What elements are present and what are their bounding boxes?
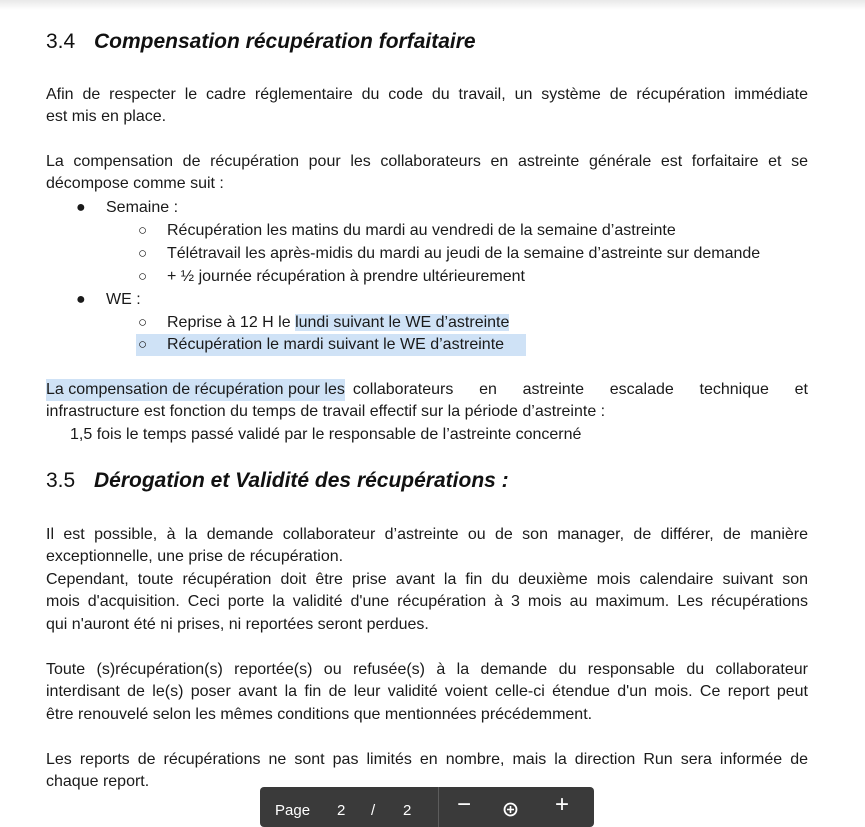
page-separator: / xyxy=(371,802,376,819)
minus-icon[interactable]: − xyxy=(457,791,472,818)
sub-bullet-item xyxy=(167,312,509,334)
bullet-circle-icon: ○ xyxy=(138,222,148,239)
sub-bullet-item: Récupération les matins du mardi au vendredi de la semaine d’astreinte xyxy=(167,222,676,239)
paragraph-line: infrastructure est fonction du temps de travail effectif sur la période d’astreinte : xyxy=(46,403,606,420)
paragraph-line: Toute (s)récupération(s) reportée(s) ou refusée(s) à la demande du responsable du collaborateur xyxy=(46,661,808,678)
sub-bullet-text: Reprise à 12 H le xyxy=(167,314,296,331)
selected-text[interactable]: lundi suivant le WE d’astreinte xyxy=(295,314,510,331)
paragraph-line: mois d'acquisition. Ceci porte la validité d'une récupération à 3 mois au maximum. Les récupérations xyxy=(46,593,808,610)
paragraph-line: interdisant de le(s) poser avant la fin de leur validité voient celle-ci étendue d'un mois. Ce report peut xyxy=(46,683,808,700)
bullet-circle-icon: ○ xyxy=(138,314,148,331)
paragraph-line xyxy=(46,379,808,401)
bullet-disc-icon: ● xyxy=(76,291,86,308)
selected-text[interactable]: Récupération le mardi suivant le WE d’astreinte xyxy=(167,336,505,353)
bullet-label-we: WE : xyxy=(106,291,141,308)
page-label: Page xyxy=(275,802,311,819)
section-number: 3.5 xyxy=(46,469,76,492)
paragraph-line: Afin de respecter le cadre réglementaire du code du travail, un système de récupération immédiate xyxy=(46,86,808,103)
section-title: Compensation récupération forfaitaire xyxy=(94,30,476,53)
paragraph-line: est mis en place. xyxy=(46,108,167,125)
bullet-label-semaine: Semaine : xyxy=(106,199,179,216)
paragraph-line: être renouvelé selon les mêmes conditions que mentionnées précédemment. xyxy=(46,706,593,723)
sub-bullet-item: Télétravail les après-midis du mardi au jeudi de la semaine d’astreinte sur demande xyxy=(167,245,761,262)
sub-bullet-item: + ½ journée récupération à prendre ultérieurement xyxy=(167,268,525,285)
paragraph-text: collaborateurs en astreinte escalade technique et xyxy=(352,381,808,398)
total-pages: 2 xyxy=(403,802,412,819)
paragraph-line: Il est possible, à la demande collaborateur d’astreinte ou de son manager, de différer, de manière xyxy=(46,526,808,543)
paragraph-line: chaque report. xyxy=(46,773,150,790)
section-heading-3-5 xyxy=(46,467,509,495)
plus-icon[interactable]: + xyxy=(555,791,570,818)
section-number: 3.4 xyxy=(46,30,76,53)
paragraph-line: décompose comme suit : xyxy=(46,175,224,192)
bullet-circle-icon: ○ xyxy=(138,336,148,353)
viewer-top-shadow xyxy=(0,0,865,10)
pdf-page-toolbar xyxy=(260,787,594,827)
bullet-disc-icon: ● xyxy=(76,199,86,216)
paragraph-line: 1,5 fois le temps passé validé par le responsable de l’astreinte concerné xyxy=(70,426,582,443)
bullet-circle-icon: ○ xyxy=(138,245,148,262)
toolbar-divider xyxy=(438,787,439,827)
selected-text[interactable]: La compensation de récupération pour les xyxy=(46,379,345,401)
bullet-circle-icon: ○ xyxy=(138,268,148,285)
paragraph-line: Cependant, toute récupération doit être prise avant la fin du deuxième mois calendaire suivant son xyxy=(46,571,808,588)
paragraph-line: qui n'auront été ni prises, ni reportées seront perdues. xyxy=(46,616,429,633)
section-heading-3-4 xyxy=(46,28,476,56)
section-title: Dérogation et Validité des récupérations : xyxy=(94,469,509,492)
paragraph-line: exceptionnelle, une prise de récupération. xyxy=(46,548,344,565)
current-page-input[interactable]: 2 xyxy=(337,802,346,819)
paragraph-line: Les reports de récupérations ne sont pas limités en nombre, mais la direction Run sera informée de xyxy=(46,751,808,768)
paragraph-line: La compensation de récupération pour les collaborateurs en astreinte générale est forfaitaire et se xyxy=(46,153,808,170)
